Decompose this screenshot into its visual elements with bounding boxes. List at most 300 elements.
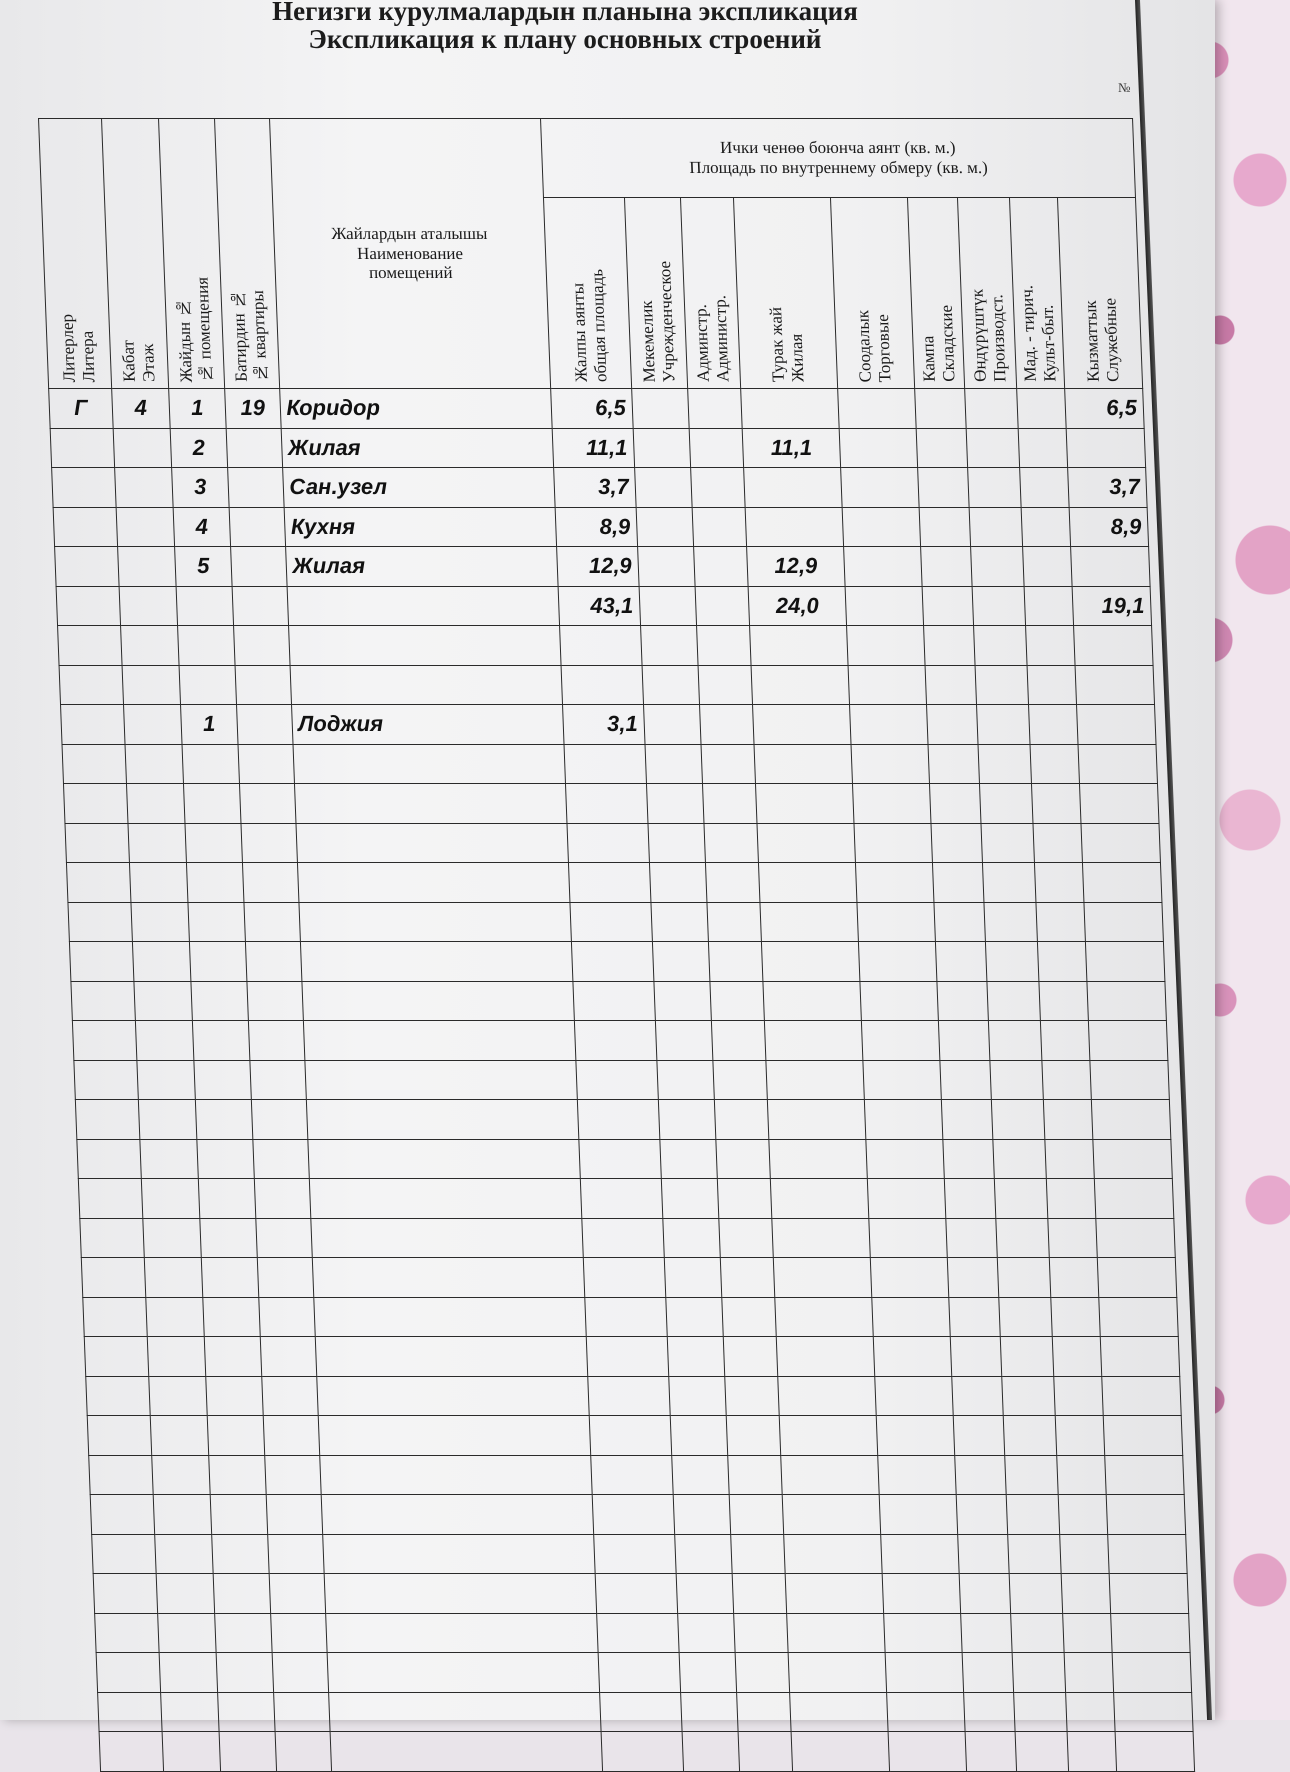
cell-apartment-number xyxy=(234,626,290,666)
cell-total-area xyxy=(573,981,655,1021)
cell-service xyxy=(1113,1692,1193,1732)
cell-production xyxy=(997,1258,1051,1298)
cell-room-name xyxy=(330,1732,603,1772)
table-row xyxy=(61,705,1156,745)
cell-administrative xyxy=(695,586,749,626)
cell-service xyxy=(1109,1574,1189,1614)
cell-service xyxy=(1082,863,1162,903)
cell-room-number xyxy=(193,1060,251,1100)
cell-production xyxy=(970,547,1024,587)
cell-total-area xyxy=(597,1613,679,1653)
header-litera: Литерлер Литера xyxy=(39,119,112,389)
cell-litera xyxy=(84,1337,149,1377)
header-administrative: Админстр. Администр. xyxy=(681,198,740,389)
cell-institutional xyxy=(679,1653,737,1693)
cell-litera xyxy=(62,744,127,784)
cell-room-name xyxy=(303,1021,576,1061)
cell-storage xyxy=(941,1100,992,1140)
title-russian: Экспликация к плану основных строений xyxy=(308,24,822,54)
cell-production xyxy=(969,507,1023,547)
cell-cultural xyxy=(1016,389,1065,429)
cell-floor xyxy=(127,784,185,824)
cell-apartment-number xyxy=(263,1416,319,1456)
cell-institutional xyxy=(661,1179,719,1219)
cell-litera xyxy=(50,428,115,468)
cell-living xyxy=(760,902,859,942)
cell-total-area xyxy=(566,784,648,824)
cell-cultural xyxy=(1028,705,1077,745)
cell-apartment-number xyxy=(256,1218,312,1258)
cell-storage xyxy=(942,1139,993,1179)
cell-storage xyxy=(925,665,976,705)
cell-floor xyxy=(152,1455,210,1495)
cell-floor xyxy=(161,1692,219,1732)
cell-room-number xyxy=(183,784,241,824)
cell-litera xyxy=(66,863,131,903)
cell-apartment-number xyxy=(269,1574,325,1614)
empty-table-row xyxy=(72,1021,1167,1061)
cell-litera xyxy=(58,626,123,666)
cell-room-number xyxy=(185,823,243,863)
cell-room-number xyxy=(201,1258,259,1298)
cell-total-area xyxy=(588,1376,670,1416)
cell-institutional xyxy=(658,1100,716,1140)
cell-trade xyxy=(841,468,919,508)
cell-administrative xyxy=(722,1297,776,1337)
cell-apartment-number: 19 xyxy=(225,389,281,429)
cell-total-area: 6,5 xyxy=(551,389,633,429)
cell-living xyxy=(765,1060,864,1100)
cell-room-number xyxy=(186,863,244,903)
cell-cultural xyxy=(1019,468,1068,508)
cell-living xyxy=(783,1534,882,1574)
cell-room-number xyxy=(195,1100,253,1140)
cell-floor xyxy=(131,902,189,942)
cell-room-number xyxy=(205,1376,263,1416)
cell-room-name xyxy=(327,1653,600,1693)
cell-floor xyxy=(155,1534,213,1574)
cell-room-name xyxy=(316,1376,589,1416)
cell-trade xyxy=(863,1060,941,1100)
cell-floor xyxy=(149,1376,207,1416)
cell-storage xyxy=(931,823,982,863)
cell-room-name xyxy=(294,784,567,824)
cell-trade xyxy=(854,823,932,863)
cell-floor xyxy=(125,744,183,784)
cell-floor xyxy=(113,428,171,468)
empty-table-row xyxy=(93,1574,1188,1614)
cell-production xyxy=(979,784,1033,824)
cell-total-area: 3,1 xyxy=(563,705,645,745)
cell-administrative xyxy=(712,1021,766,1061)
cell-administrative xyxy=(710,981,764,1021)
cell-room-name xyxy=(307,1139,580,1179)
empty-table-row xyxy=(74,1060,1169,1100)
cell-floor xyxy=(138,1100,196,1140)
cell-administrative xyxy=(707,902,761,942)
header-apartment-number: Батирдин № № квартиры xyxy=(215,119,279,389)
cell-cultural xyxy=(1039,981,1088,1021)
cell-apartment-number xyxy=(260,1337,316,1377)
cell-storage xyxy=(939,1060,990,1100)
cell-apartment-number xyxy=(262,1376,318,1416)
cell-storage xyxy=(936,981,987,1021)
cell-institutional xyxy=(639,586,697,626)
cell-production xyxy=(1001,1376,1055,1416)
header-institutional: Мекемелик Учрежденческое xyxy=(624,198,688,389)
cell-apartment-number xyxy=(272,1653,328,1693)
cell-administrative xyxy=(734,1613,788,1653)
cell-administrative xyxy=(724,1337,778,1377)
cell-room-name xyxy=(318,1416,591,1456)
cell-production xyxy=(988,1021,1042,1061)
cell-service xyxy=(1070,547,1150,587)
cell-litera xyxy=(83,1297,148,1337)
cell-litera xyxy=(72,1021,137,1061)
cell-production xyxy=(975,665,1029,705)
cell-trade xyxy=(880,1495,958,1535)
cell-floor xyxy=(124,705,182,745)
cell-apartment-number xyxy=(257,1258,313,1298)
cell-production xyxy=(995,1218,1049,1258)
cell-total-area xyxy=(578,1100,660,1140)
cell-administrative xyxy=(731,1534,785,1574)
cell-living xyxy=(789,1692,888,1732)
cell-trade xyxy=(886,1653,964,1693)
cell-cultural xyxy=(1037,942,1086,982)
cell-floor xyxy=(140,1139,198,1179)
cell-storage xyxy=(929,784,980,824)
cell-apartment-number xyxy=(266,1495,322,1535)
cell-trade xyxy=(871,1258,949,1298)
cell-production xyxy=(1003,1416,1057,1456)
cell-total-area: 3,7 xyxy=(554,468,636,508)
table-row xyxy=(52,468,1147,508)
cell-storage xyxy=(932,863,983,903)
cell-litera xyxy=(61,705,126,745)
cell-litera xyxy=(80,1218,145,1258)
cell-room-name xyxy=(306,1100,579,1140)
cell-room-name xyxy=(301,981,574,1021)
cell-storage xyxy=(922,586,973,626)
cell-cultural xyxy=(1042,1060,1091,1100)
cell-apartment-number xyxy=(244,902,300,942)
cell-apartment-number xyxy=(268,1534,324,1574)
cell-room-name xyxy=(298,902,571,942)
cell-cultural xyxy=(1052,1337,1101,1377)
cell-production xyxy=(964,389,1018,429)
cell-litera xyxy=(74,1060,139,1100)
cell-room-number xyxy=(202,1297,260,1337)
cell-litera xyxy=(65,823,130,863)
cell-floor xyxy=(115,468,173,508)
cell-storage xyxy=(957,1534,1008,1574)
cell-apartment-number xyxy=(243,863,299,903)
cell-production xyxy=(1015,1732,1069,1772)
cell-trade xyxy=(884,1613,962,1653)
cell-apartment-number xyxy=(246,942,302,982)
cell-production xyxy=(1000,1337,1054,1377)
cell-living xyxy=(780,1455,879,1495)
cell-litera xyxy=(89,1455,154,1495)
cell-cultural xyxy=(1021,507,1070,547)
cell-living xyxy=(754,744,853,784)
cell-institutional xyxy=(675,1534,733,1574)
cell-total-area xyxy=(572,942,654,982)
cell-cultural xyxy=(1018,428,1067,468)
cell-floor xyxy=(150,1416,208,1456)
cell-room-name xyxy=(319,1455,592,1495)
form-number: № xyxy=(1118,80,1131,95)
cell-living xyxy=(776,1337,875,1377)
cell-floor xyxy=(162,1732,220,1772)
cell-institutional xyxy=(672,1455,730,1495)
cell-total-area: 11,1 xyxy=(553,428,635,468)
cell-service xyxy=(1095,1218,1175,1258)
title-kyrgyz: Негизги курулмалардын планына экспликация xyxy=(272,0,858,26)
cell-institutional xyxy=(677,1613,735,1653)
cell-room-number xyxy=(196,1139,254,1179)
header-service: Кызматтык Служебные xyxy=(1057,198,1143,389)
cell-administrative xyxy=(737,1692,791,1732)
cell-total-area xyxy=(591,1455,673,1495)
cell-living xyxy=(752,705,851,745)
cell-storage xyxy=(914,389,965,429)
cell-room-number xyxy=(191,981,249,1021)
cell-room-number xyxy=(210,1495,268,1535)
cell-total-area xyxy=(579,1139,661,1179)
cell-storage xyxy=(950,1337,1001,1377)
cell-litera xyxy=(69,942,134,982)
cell-room-number xyxy=(207,1416,265,1456)
cell-floor xyxy=(135,1021,193,1061)
cell-institutional xyxy=(660,1139,718,1179)
cell-service xyxy=(1100,1337,1180,1377)
cell-living xyxy=(758,863,857,903)
cell-storage xyxy=(962,1653,1013,1693)
cell-trade xyxy=(843,507,921,547)
cell-service xyxy=(1066,428,1146,468)
explication-table-wrapper xyxy=(38,118,1195,1772)
cell-production xyxy=(1013,1692,1067,1732)
cell-cultural xyxy=(1040,1021,1089,1061)
cell-service xyxy=(1107,1534,1187,1574)
header-living: Турак жай Жилая xyxy=(733,198,838,389)
cell-storage xyxy=(947,1258,998,1298)
cell-room-number xyxy=(211,1534,269,1574)
cell-administrative xyxy=(694,547,748,587)
cell-storage xyxy=(951,1376,1002,1416)
cell-trade xyxy=(857,902,935,942)
cell-cultural xyxy=(1030,744,1079,784)
cell-litera xyxy=(68,902,133,942)
explication-table xyxy=(38,118,1195,1772)
cell-room-number: 2 xyxy=(170,428,228,468)
cell-floor xyxy=(156,1574,214,1614)
cell-litera xyxy=(59,665,124,705)
cell-trade xyxy=(869,1218,947,1258)
cell-administrative xyxy=(688,389,742,429)
cell-floor xyxy=(132,942,190,982)
cell-institutional xyxy=(646,784,704,824)
cell-cultural xyxy=(1053,1376,1102,1416)
cell-floor xyxy=(116,507,174,547)
empty-table-row xyxy=(80,1218,1175,1258)
cell-institutional xyxy=(634,468,692,508)
cell-storage xyxy=(919,507,970,547)
cell-trade xyxy=(881,1534,959,1574)
cell-service xyxy=(1073,626,1153,666)
cell-production xyxy=(1009,1574,1063,1614)
cell-service xyxy=(1106,1495,1186,1535)
empty-table-row xyxy=(66,863,1161,903)
cell-trade xyxy=(847,626,925,666)
cell-storage xyxy=(948,1297,999,1337)
cell-living xyxy=(779,1416,878,1456)
cell-administrative xyxy=(704,823,758,863)
cell-apartment-number xyxy=(250,1060,306,1100)
cell-storage xyxy=(916,428,967,468)
empty-table-row xyxy=(81,1258,1176,1298)
cell-trade xyxy=(887,1692,965,1732)
cell-litera xyxy=(93,1574,158,1614)
cell-service: 19,1 xyxy=(1072,586,1152,626)
cell-trade xyxy=(851,744,929,784)
header-cultural: Мад. - тирич. Культ-быт. xyxy=(1009,198,1064,389)
empty-table-row xyxy=(62,744,1157,784)
cell-trade xyxy=(875,1376,953,1416)
cell-apartment-number xyxy=(229,507,285,547)
cell-apartment-number xyxy=(237,705,293,745)
cell-administrative xyxy=(698,665,752,705)
cell-cultural xyxy=(1025,626,1074,666)
cell-floor xyxy=(128,823,186,863)
cell-trade xyxy=(859,942,937,982)
cell-service xyxy=(1081,823,1161,863)
cell-service xyxy=(1086,981,1166,1021)
cell-production xyxy=(966,428,1020,468)
cell-floor xyxy=(121,626,179,666)
cell-total-area xyxy=(584,1258,666,1298)
cell-floor xyxy=(144,1258,202,1298)
cell-living xyxy=(764,1021,863,1061)
cell-service xyxy=(1075,665,1155,705)
cell-trade xyxy=(853,784,931,824)
cell-service xyxy=(1115,1732,1195,1772)
cell-litera xyxy=(87,1416,152,1456)
cell-total-area xyxy=(600,1692,682,1732)
empty-table-row xyxy=(65,823,1160,863)
cell-service xyxy=(1104,1455,1184,1495)
cell-cultural xyxy=(1064,1653,1113,1693)
cell-service xyxy=(1092,1139,1172,1179)
cell-litera xyxy=(78,1179,143,1219)
cell-institutional xyxy=(657,1060,715,1100)
cell-room-name xyxy=(312,1258,585,1298)
cell-service: 8,9 xyxy=(1069,507,1149,547)
cell-trade xyxy=(866,1139,944,1179)
cell-cultural xyxy=(1036,902,1085,942)
cell-service xyxy=(1089,1060,1169,1100)
cell-apartment-number xyxy=(254,1179,310,1219)
empty-table-row xyxy=(83,1297,1178,1337)
cell-living xyxy=(755,784,854,824)
cell-apartment-number xyxy=(238,744,294,784)
cell-room-number xyxy=(213,1574,271,1614)
cell-litera xyxy=(96,1653,161,1693)
cell-room-number xyxy=(188,902,246,942)
cell-room-name xyxy=(324,1574,597,1614)
cell-production xyxy=(991,1100,1045,1140)
empty-table-row xyxy=(96,1653,1191,1693)
cell-living xyxy=(749,626,848,666)
cell-cultural xyxy=(1062,1613,1111,1653)
cell-institutional xyxy=(655,1021,713,1061)
cell-room-name xyxy=(304,1060,577,1100)
cell-room-name: Коридор xyxy=(279,389,552,429)
cell-litera xyxy=(52,468,117,508)
cell-room-name xyxy=(295,823,568,863)
cell-living xyxy=(786,1613,885,1653)
table-row xyxy=(53,507,1148,547)
cell-litera xyxy=(53,507,118,547)
cell-service xyxy=(1101,1376,1181,1416)
cell-litera xyxy=(98,1692,163,1732)
cell-service xyxy=(1084,902,1164,942)
header-storage: Кампа Складские xyxy=(907,198,964,389)
cell-floor xyxy=(137,1060,195,1100)
cell-cultural xyxy=(1065,1692,1114,1732)
cell-institutional xyxy=(667,1337,725,1377)
empty-table-row xyxy=(75,1100,1170,1140)
cell-institutional xyxy=(649,863,707,903)
cell-room-number xyxy=(179,665,237,705)
cell-cultural xyxy=(1061,1574,1110,1614)
cell-administrative xyxy=(727,1416,781,1456)
cell-trade xyxy=(840,428,918,468)
cell-litera xyxy=(90,1495,155,1535)
cell-floor xyxy=(158,1613,216,1653)
cell-apartment-number xyxy=(247,981,303,1021)
cell-institutional xyxy=(664,1258,722,1298)
cell-room-name: Жилая xyxy=(281,428,554,468)
header-total-area: Жалпы аянты общая площадь xyxy=(544,198,632,389)
cell-service: 6,5 xyxy=(1064,389,1144,429)
cell-room-name xyxy=(297,863,570,903)
cell-apartment-number xyxy=(240,784,296,824)
cell-floor xyxy=(141,1179,199,1219)
cell-administrative xyxy=(692,507,746,547)
table-row xyxy=(58,626,1153,666)
cell-production xyxy=(982,863,1036,903)
cell-service xyxy=(1098,1297,1178,1337)
cell-total-area xyxy=(601,1732,683,1772)
cell-service xyxy=(1110,1613,1190,1653)
cell-storage xyxy=(923,626,974,666)
cell-living xyxy=(777,1376,876,1416)
cell-administrative xyxy=(706,863,760,903)
cell-litera: Г xyxy=(49,389,114,429)
cell-production xyxy=(981,823,1035,863)
cell-cultural xyxy=(1024,586,1073,626)
cell-floor xyxy=(122,665,180,705)
empty-table-row xyxy=(78,1179,1173,1219)
cell-total-area xyxy=(594,1534,676,1574)
cell-institutional xyxy=(645,744,703,784)
cell-administrative xyxy=(697,626,751,666)
cell-living xyxy=(782,1495,881,1535)
cell-room-name: Сан.узел xyxy=(282,468,555,508)
